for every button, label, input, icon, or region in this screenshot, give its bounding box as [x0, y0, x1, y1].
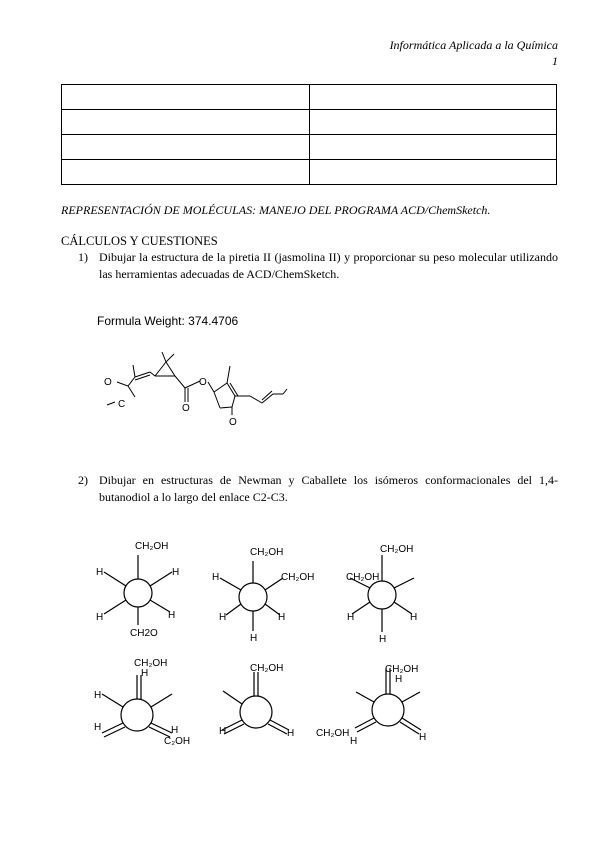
newman-label: H: [287, 728, 295, 739]
molecule-atom-label: O: [104, 377, 112, 388]
newman-label: CH₂OH: [385, 664, 419, 675]
newman-label: CH₂OH: [380, 544, 414, 555]
newman-label: CH₂OH: [250, 547, 284, 558]
newman-label: H: [171, 725, 179, 736]
newman-label: H: [94, 690, 102, 701]
newman-label: H: [212, 572, 220, 583]
question-number: 1): [78, 250, 88, 264]
newman-label: H: [419, 732, 427, 743]
newman-label: H: [168, 610, 176, 621]
newman-label: H: [172, 567, 180, 578]
practice-title: REPRESENTACIÓN DE MOLÉCULAS: MANEJO DEL PROGRAMA ACD/ChemSketch.: [61, 203, 491, 217]
question-text: Dibujar la estructura de la piretia II (jasmolina II) y proporcionar su peso molecular utilizando las herramientas adecuadas de ACD/ChemSketch.: [99, 250, 558, 281]
molecule-atom-label: O: [182, 403, 190, 414]
newman-label: H: [219, 612, 227, 623]
newman-label: H: [250, 633, 258, 644]
newman-label: H: [395, 674, 403, 685]
newman-label: H: [96, 567, 104, 578]
course-title: Informática Aplicada a la Química: [389, 38, 558, 52]
newman-label: C₂OH: [164, 736, 191, 747]
molecule-atom-label: O: [229, 417, 237, 428]
newman-label: CH₂OH: [250, 663, 284, 674]
newman-label: H: [219, 726, 227, 737]
newman-label: H: [347, 612, 355, 623]
newman-label: H: [141, 668, 149, 679]
newman-label: CH₂OH: [281, 572, 315, 583]
newman-label: CH2O: [130, 628, 158, 639]
newman-label: H: [94, 722, 102, 733]
page-number: 1: [552, 54, 558, 68]
newman-label: H: [379, 634, 387, 645]
newman-label: CH₂OH: [134, 658, 168, 669]
section-title: CÁLCULOS Y CUESTIONES: [61, 234, 218, 248]
molecule-atom-label: O: [199, 377, 207, 388]
question-text: Dibujar en estructuras de Newman y Caballete los isómeros conformacionales del 1,4-butanodiol a lo largo del enlace C2-C3.: [99, 473, 558, 504]
newman-label: H: [278, 612, 286, 623]
newman-label: H: [96, 612, 104, 623]
question-number: 2): [78, 473, 88, 487]
molecule-atom-label: C: [118, 399, 126, 410]
jasmolin-structure: [107, 352, 287, 415]
formula-weight: Formula Weight: 374.4706: [97, 314, 239, 328]
newman-label: H: [350, 736, 358, 747]
newman-label: CH₂OH: [316, 728, 350, 739]
newman-label: CH₂OH: [135, 541, 169, 552]
newman-label: H: [410, 612, 418, 623]
newman-label: CH₂OH: [346, 572, 380, 583]
